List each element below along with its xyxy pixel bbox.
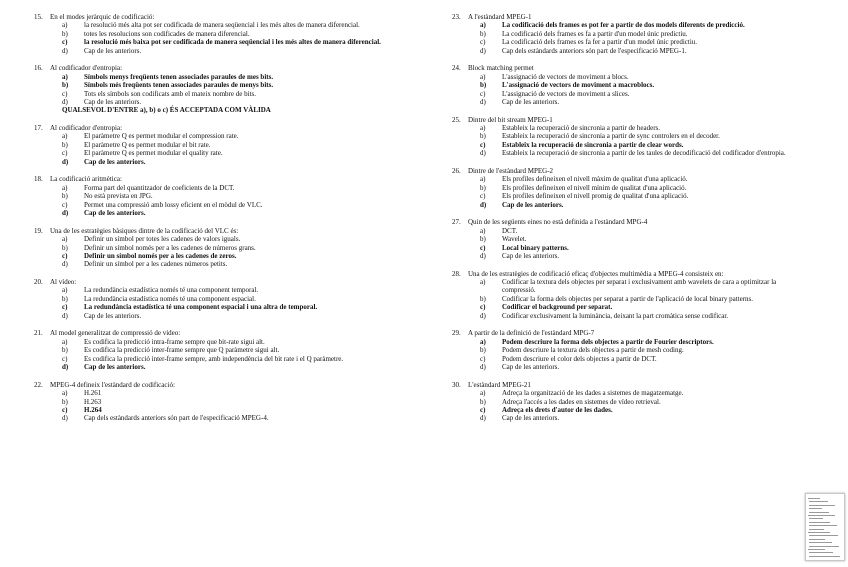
option-letter: b) [62, 29, 68, 38]
question-text: Una de les estratègies de codificació eficaç d'objectes multimèdia a MPEG-4 consisteix en: [468, 269, 724, 278]
option-text: DCT. [502, 226, 518, 235]
question-number: 21. [34, 329, 43, 338]
option-text: Cap de les anteriors. [84, 311, 142, 320]
option-letter: c) [62, 251, 68, 260]
option-letter: d) [480, 200, 487, 209]
option-letter: c) [480, 192, 486, 201]
thumbnail-line [808, 515, 835, 516]
answer-option-correct [62, 406, 414, 414]
option-letter: d) [62, 363, 69, 371]
question-number: 29. [452, 329, 461, 338]
answer-option [62, 414, 414, 422]
answer-option [480, 346, 792, 354]
option-text: La codificació dels frames es fa a partir d'un model únic predictiu. [502, 29, 688, 38]
answer-option [62, 98, 414, 106]
question-text: Quin de les següents eines no està definida a l'estàndard MPG-4 [468, 218, 648, 227]
answer-option [62, 47, 414, 55]
question [34, 64, 414, 114]
option-letter: a) [480, 21, 486, 30]
option-text: Adreça la organització de les dades a sistemes de magatzematge. [502, 389, 684, 398]
question-stem [452, 167, 792, 175]
answer-option [480, 389, 792, 397]
answer-option [480, 124, 792, 132]
thumbnail-line [809, 539, 825, 540]
question-stem [34, 64, 414, 72]
option-letter: c) [62, 405, 68, 414]
option-text: El paràmetre Q es permet modular el quality rate. [84, 149, 223, 158]
option-text: Codificar el background per separat. [502, 303, 613, 312]
option-letter: a) [480, 124, 486, 133]
option-text: Codificar la forma dels objectes per separat a partir de l'aplicació de local binary patterns. [502, 294, 754, 303]
option-text: Estableix la recuperació de sincronia a partir de clear words. [502, 140, 684, 149]
answer-option [62, 389, 414, 397]
answer-option [62, 149, 414, 157]
question-text: Al model generalitzat de compressió de vídeo: [50, 329, 181, 338]
option-text: la resolució més alta pot ser codificada de manera seqüencial i les més altes de manera diferencial. [84, 21, 360, 30]
question-number: 19. [34, 226, 43, 235]
answer-option [480, 398, 792, 406]
answer-option-correct [480, 338, 792, 346]
option-text: Definir un símbol per totes les cadenes de valors iguals. [84, 235, 241, 244]
answer-option [480, 355, 792, 363]
option-letter: a) [62, 286, 68, 295]
option-text: La redundància estadística només té una component temporal. [84, 286, 259, 295]
question-text: Dintre del bit stream MPEG-1 [468, 115, 553, 124]
option-text: Estableix la recuperació de sincronia a partir de sync controlers en el decoder. [502, 132, 720, 141]
question [452, 218, 792, 260]
question-text: A partir de la definició de l'estàndard MPG-7 [468, 329, 595, 338]
question-stem [34, 329, 414, 337]
option-letter: b) [480, 81, 487, 90]
option-letter: b) [480, 346, 486, 355]
answer-option [480, 184, 792, 192]
answer-option [62, 184, 414, 192]
thumbnail-line [808, 549, 825, 550]
option-text: El paràmetre Q es permet modular el bit rate. [84, 140, 211, 149]
option-letter: d) [480, 97, 486, 106]
question-text: MPEG-4 defineix l'estàndard de codificació: [50, 380, 175, 389]
option-letter: d) [62, 97, 68, 106]
thumbnail-line [809, 552, 833, 553]
option-text: Tots els símbols son codificats amb el mateix nombre de bits. [84, 89, 256, 98]
option-letter: d) [480, 251, 486, 260]
answer-option [480, 252, 792, 260]
option-text: L'assignació de vectors de moviment a macroblocs. [502, 81, 655, 90]
question-text: En el modes jeràrquic de codificació: [50, 13, 155, 21]
option-text: Cap de les anteriors. [502, 414, 560, 423]
option-text: H.261 [84, 389, 102, 398]
option-text: Símbols més freqüents tenen associades paraules de menys bits. [84, 81, 274, 90]
answer-option-correct [62, 158, 414, 166]
option-letter: c) [480, 303, 486, 312]
option-letter: d) [62, 157, 69, 166]
question-stem [452, 329, 792, 337]
option-text: Estableix la recuperació de sincronia a partir de les taules de decodificació del codificador d'entropia. [502, 149, 786, 158]
question-stem [34, 124, 414, 132]
answer-option [62, 398, 414, 406]
option-letter: b) [480, 294, 486, 303]
option-letter: b) [62, 81, 69, 90]
option-text: L'assignació de vectors de moviment a blocs. [502, 72, 629, 81]
option-text: la resolució més baixa pot ser codificada de manera seqüencial i les més altes de manera diferencial. [84, 38, 381, 47]
answer-option-correct [480, 141, 792, 149]
option-letter: d) [62, 414, 68, 423]
question-text: L'estàndard MPEG-21 [468, 380, 531, 389]
thumbnail-line [809, 512, 829, 513]
option-text: Cap de les anteriors. [502, 200, 564, 209]
answer-option [62, 30, 414, 38]
answer-option [62, 90, 414, 98]
option-letter: a) [62, 235, 68, 244]
question-number: 27. [452, 218, 461, 227]
thumbnail-line [808, 498, 820, 499]
option-text: H.263 [84, 397, 102, 406]
option-text: Codificar la textura dels objectes per separat i exclusivament amb wavelets de cara a optimitzar la compressió. [502, 278, 777, 295]
answer-option [62, 338, 414, 346]
question [452, 270, 792, 320]
thumbnail-line [809, 556, 840, 557]
answer-option-correct [62, 303, 414, 311]
answer-option [480, 98, 792, 106]
option-text: La redundància estadística només té una component espacial. [84, 294, 256, 303]
question-stem [452, 13, 792, 21]
answer-option [62, 235, 414, 243]
question [34, 329, 414, 371]
question-number: 25. [452, 115, 461, 124]
option-text: Wavelet. [502, 235, 527, 244]
answer-note: QUALSEVOL D'ENTRE a), b) o c) ÉS ACCEPTADA COM VÀLIDA [62, 106, 271, 115]
option-letter: c) [480, 140, 486, 149]
question-text: Una de les estratègies bàsiques dintre de la codificació del VLC és: [50, 226, 239, 235]
option-letter: b) [62, 192, 68, 201]
question-number: 17. [34, 124, 43, 133]
question-stem [34, 278, 414, 286]
answer-option-correct [62, 81, 414, 89]
question [452, 167, 792, 209]
option-text: Codificar exclusivament la luminància, deixant la part cromàtica sense codificar. [502, 311, 729, 320]
question [34, 124, 414, 166]
option-letter: c) [62, 354, 68, 363]
question-number: 22. [34, 380, 43, 389]
question-stem [34, 381, 414, 389]
option-letter: b) [480, 29, 486, 38]
option-text: Els profiles defineixen el nivell mínim de qualitat d'una aplicació. [502, 183, 687, 192]
question-text: La codificació aritmètica: [50, 175, 122, 184]
question-number: 15. [34, 13, 43, 21]
question-text: A l'estàndard MPEG-1 [468, 13, 532, 21]
option-letter: d) [62, 260, 68, 269]
question [34, 278, 414, 320]
option-letter: a) [480, 278, 486, 287]
answer-option [480, 227, 792, 235]
option-letter: c) [62, 89, 68, 98]
option-text: Es codifica la predicció inter-frame sempre, amb independència del bit rate i el Q paràmetre. [84, 354, 344, 363]
option-text: Adreça l'accés a les dades en sistemes de vídeo retrieval. [502, 397, 661, 406]
option-letter: a) [62, 389, 68, 398]
question-text: Al vídeo: [50, 278, 77, 287]
option-text: Els profiles defineixen el nivell màxim de qualitat d'una aplicació. [502, 175, 688, 184]
answer-option [480, 414, 792, 422]
question-number: 26. [452, 166, 461, 175]
page-thumbnail[interactable] [805, 493, 845, 561]
right-column [452, 13, 792, 432]
option-letter: b) [480, 183, 486, 192]
option-letter: a) [480, 72, 486, 81]
option-letter: d) [480, 414, 486, 423]
thumbnail-line [809, 546, 839, 547]
question-stem [452, 381, 792, 389]
option-text: Definir un símbol només per a les cadenes de números grans. [84, 243, 256, 252]
option-text: Cap de les anteriors. [502, 97, 560, 106]
option-letter: d) [62, 209, 69, 218]
question [452, 329, 792, 371]
option-text: H.264 [84, 405, 102, 414]
option-text: Definir un símbol per a les cadenes números petits. [84, 260, 228, 269]
question [452, 116, 792, 158]
answer-option-correct [480, 201, 792, 209]
answer-option [62, 260, 414, 268]
thumbnail-line [809, 535, 838, 536]
answer-option [480, 235, 792, 243]
option-text: Cap dels estàndards anteriors són part de l'especificació MPEG-4. [84, 414, 269, 423]
option-text: Cap de les anteriors. [502, 251, 560, 260]
thumbnail-line [809, 508, 822, 509]
option-text: No està prevista en JPG. [84, 192, 153, 201]
option-text: La codificació dels frames es pot fer a partir de dos models diferents de predicció. [502, 21, 745, 30]
question-stem [452, 218, 792, 226]
option-letter: a) [62, 132, 68, 141]
option-letter: c) [480, 354, 486, 363]
answer-option [62, 141, 414, 149]
question-number: 23. [452, 13, 461, 21]
option-letter: c) [480, 38, 486, 47]
answer-option [480, 192, 792, 200]
answer-option [62, 346, 414, 354]
option-letter: b) [480, 397, 486, 406]
thumbnail-line [809, 501, 828, 502]
option-text: L'assignació de vectors de moviment a slices. [502, 89, 630, 98]
question-text: Block matching permet [468, 64, 534, 73]
question-text: Al codificador d'entropia: [50, 64, 123, 73]
option-text: La redundància estadística té una component espacial i una altra de temporal. [84, 303, 318, 312]
option-letter: a) [480, 175, 486, 184]
question-number: 28. [452, 269, 461, 278]
option-text: Cap de les anteriors. [84, 97, 142, 106]
option-letter: b) [62, 397, 68, 406]
option-letter: d) [480, 363, 486, 371]
question-number: 20. [34, 278, 43, 287]
option-letter: c) [480, 405, 486, 414]
answer-option [62, 201, 414, 209]
option-text: El paràmetre Q es permet modular el compression rate. [84, 132, 239, 141]
answer-option [480, 295, 792, 303]
option-text: Definir un símbol només per a les cadenes de zeros. [84, 251, 237, 260]
option-text: totes les resolucions son codificades de manera diferencial. [84, 29, 250, 38]
answer-option-correct [480, 244, 792, 252]
option-letter: c) [62, 149, 68, 158]
answer-option-correct [480, 21, 792, 29]
option-letter: b) [62, 243, 68, 252]
option-letter: d) [480, 149, 486, 158]
answer-option [480, 175, 792, 183]
question [34, 381, 414, 423]
option-letter: a) [62, 183, 68, 192]
option-letter: a) [480, 337, 486, 346]
answer-option [480, 47, 792, 55]
answer-option [480, 30, 792, 38]
thumbnail-line [808, 532, 830, 533]
question-text: Al codificador d'entropia: [50, 124, 123, 133]
option-text: Es codifica la predicció inter-frame sempre que Q paràmetre sigui alt. [84, 346, 280, 355]
answer-option [480, 278, 792, 295]
option-letter: a) [480, 389, 486, 398]
option-text: Cap de les anteriors. [84, 209, 146, 218]
option-letter: b) [480, 132, 486, 141]
option-letter: a) [62, 21, 68, 30]
option-letter: c) [62, 38, 68, 47]
answer-option [62, 295, 414, 303]
option-letter: d) [62, 46, 68, 55]
option-text: La codificació dels frames es fa fer a partir d'un model únic predictiu. [502, 38, 698, 47]
answer-option [62, 355, 414, 363]
option-letter: c) [480, 243, 486, 252]
question [34, 13, 414, 55]
option-text: Símbols menys freqüents tenen associades paraules de mes bits. [84, 72, 274, 81]
option-letter: a) [62, 337, 68, 346]
option-letter: c) [62, 303, 68, 312]
option-letter: b) [480, 235, 486, 244]
answer-option [480, 38, 792, 46]
answer-option-correct [480, 406, 792, 414]
answer-option [480, 363, 792, 371]
question [452, 13, 792, 55]
answer-option-correct [62, 252, 414, 260]
option-letter: d) [480, 46, 486, 55]
answer-option [480, 73, 792, 81]
thumbnail-line [809, 505, 835, 506]
question-stem [34, 227, 414, 235]
question [452, 381, 792, 423]
option-text: Cap de les anteriors. [84, 363, 146, 371]
option-letter: a) [62, 72, 68, 81]
question-number: 30. [452, 380, 461, 389]
option-text: Cap de les anteriors. [84, 46, 142, 55]
answer-option [480, 90, 792, 98]
answer-option-correct [62, 73, 414, 81]
option-text: Podem descriure el color dels objectes a partir de DCT. [502, 354, 657, 363]
answer-option [62, 244, 414, 252]
question-stem [34, 13, 414, 21]
option-text: Cap dels estàndards anteriors són part de l'especificació MPEG-1. [502, 46, 687, 55]
question-stem [452, 64, 792, 72]
option-text: Estableix la recuperació de sincronia a partir de headers. [502, 124, 661, 133]
answer-option-correct [480, 303, 792, 311]
question-number: 18. [34, 175, 43, 184]
option-letter: c) [480, 89, 486, 98]
thumbnail-line [809, 542, 832, 543]
option-text: Podem descriure la textura dels objectes a partir de mesh coding. [502, 346, 684, 355]
question [452, 64, 792, 106]
option-text: Els profiles defineixen el nivell promig de qualitat d'una aplicació. [502, 192, 689, 201]
option-text: Local binary patterns. [502, 243, 569, 252]
answer-option [480, 132, 792, 140]
option-text: Cap de les anteriors. [502, 363, 560, 371]
thumbnail-line [809, 529, 824, 530]
thumbnail-line [809, 525, 837, 526]
option-text: Cap de les anteriors. [84, 157, 146, 166]
answer-option-correct [62, 209, 414, 217]
question-stem [452, 270, 792, 278]
question [34, 227, 414, 269]
thumbnail-line [809, 522, 830, 523]
answer-option-correct [62, 38, 414, 46]
question-number: 16. [34, 64, 43, 73]
answer-option [480, 149, 792, 157]
question-number: 24. [452, 64, 461, 73]
question-text: Dintre de l'estàndard MPEG-2 [468, 166, 554, 175]
left-column [34, 13, 414, 432]
option-text: Podem descriure la forma dels objectes a partir de Fourier descriptors. [502, 337, 714, 346]
answer-option-correct [62, 363, 414, 371]
answer-option [62, 286, 414, 294]
answer-option [62, 312, 414, 320]
question-stem [452, 116, 792, 124]
thumbnail-line [809, 518, 823, 519]
option-text: Permet una compressió amb lossy eficient en el mòdul de VLC. [84, 200, 263, 209]
option-letter: b) [62, 294, 68, 303]
answer-option [62, 192, 414, 200]
option-letter: b) [62, 346, 68, 355]
answer-option [480, 312, 792, 320]
option-letter: c) [62, 200, 68, 209]
option-text: Adreça els drets d'autor de les dades. [502, 405, 613, 414]
option-text: Forma part del quantitzador de coeficients de la DCT. [84, 183, 235, 192]
option-letter: b) [62, 140, 68, 149]
question [34, 175, 414, 217]
option-letter: d) [480, 311, 486, 320]
option-letter: d) [62, 311, 68, 320]
option-letter: a) [480, 226, 486, 235]
answer-option [62, 132, 414, 140]
answer-option [62, 21, 414, 29]
answer-option-correct [480, 81, 792, 89]
option-text: Es codifica la predicció intra-frame sempre que bit-rate sigui alt. [84, 337, 265, 346]
question-stem [34, 175, 414, 183]
